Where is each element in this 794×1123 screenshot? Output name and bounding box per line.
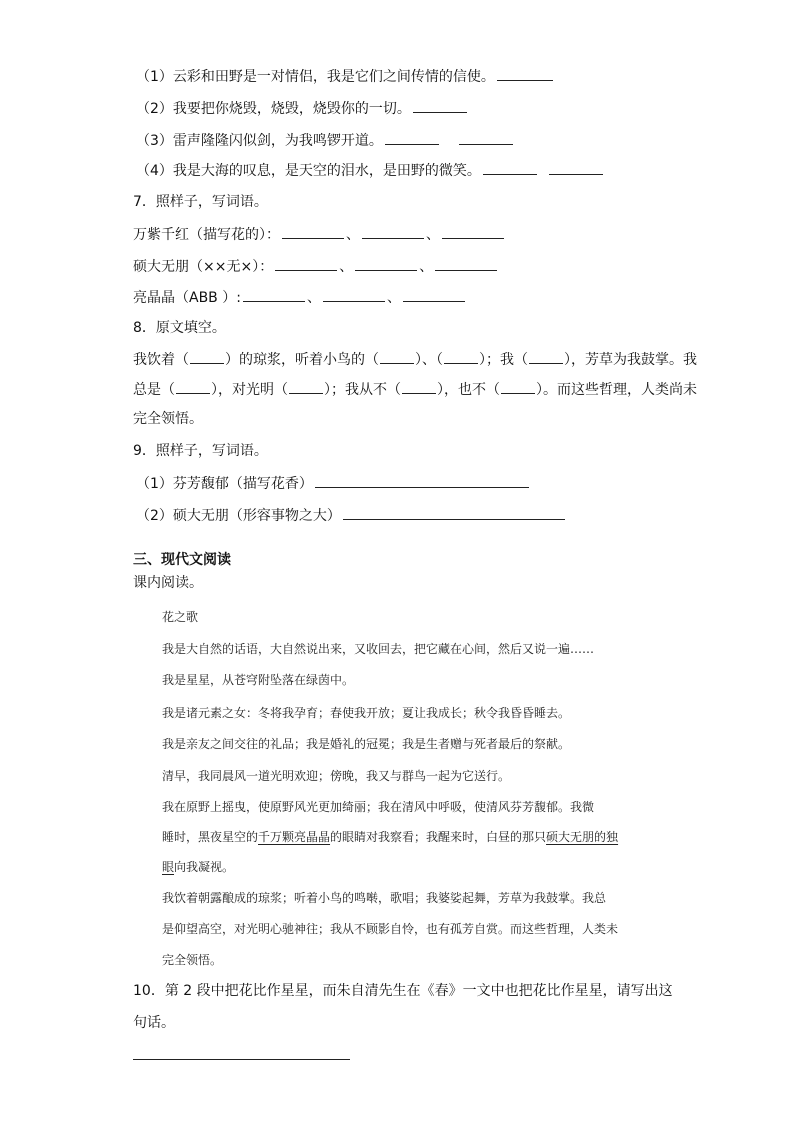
- poem-paragraph-6-line-2: 睡时，黑夜星空的千万颗亮晶晶的眼睛对我察看；我醒来时，白昼的那只硕大无朋的独: [162, 830, 619, 844]
- underlined-phrase: 眼: [162, 860, 175, 874]
- section-heading: 三、现代文阅读: [133, 552, 231, 568]
- underlined-phrase: 千万颗亮晶晶: [258, 830, 331, 844]
- answer-blank[interactable]: [190, 349, 224, 364]
- poem-paragraph-6-line-1: 我在原野上摇曳，使原野风光更加绮丽；我在清风中呼吸，使清风芬芳馥郁。我微: [162, 800, 595, 814]
- q6-item-4: （4）我是大海的叹息，是天空的泪水，是田野的微笑。: [136, 160, 605, 181]
- poem-paragraph-7-line-2: 是仰望高空，对光明心驰神往；我从不顾影自怜，也有孤芳自赏。而这些哲理，人类未: [162, 922, 619, 936]
- answer-blank[interactable]: [323, 287, 385, 302]
- answer-blank[interactable]: [442, 224, 504, 239]
- q8-line-2: 总是（ ），对光明（ ）；我从不（ ），也不（ ）。而这些哲理，人类尚未: [133, 379, 697, 400]
- answer-blank[interactable]: [275, 256, 337, 271]
- q6-item-1: （1）云彩和田野是一对情侣，我是它们之间传情的信使。: [136, 66, 555, 87]
- answer-blank[interactable]: [362, 224, 424, 239]
- answer-blank[interactable]: [497, 66, 553, 81]
- answer-blank[interactable]: [243, 287, 305, 302]
- answer-blank[interactable]: [444, 349, 478, 364]
- answer-blank[interactable]: [385, 130, 439, 145]
- poem-paragraph-7-line-3: 完全领悟。: [162, 953, 223, 967]
- answer-blank[interactable]: [282, 224, 344, 239]
- q10-line-2: 句话。: [133, 1015, 175, 1031]
- answer-blank[interactable]: [529, 349, 563, 364]
- answer-blank[interactable]: [343, 505, 565, 520]
- q8-title: 8．原文填空。: [133, 320, 226, 336]
- q9-item-1: （1）芬芳馥郁（描写花香）: [136, 473, 531, 494]
- answer-blank[interactable]: [315, 473, 529, 488]
- q8-line-1: 我饮着（ ）的琼浆，听着小鸟的（ ）、（ ）；我（ ），芳草为我鼓掌。我: [133, 349, 697, 370]
- answer-blank[interactable]: [289, 379, 323, 394]
- answer-blank[interactable]: [483, 160, 537, 175]
- answer-blank[interactable]: [403, 287, 465, 302]
- q7-title: 7．照样子，写词语。: [133, 194, 268, 210]
- poem-title: 花之歌: [162, 610, 199, 624]
- q9-item-2: （2）硕大无朋（形容事物之大）: [136, 505, 567, 526]
- q9-title: 9．照样子，写词语。: [133, 443, 268, 459]
- q10-line-1: 10．第 2 段中把花比作星星，而朱自清先生在《春》一文中也把花比作星星，请写出这: [133, 983, 673, 999]
- poem-paragraph-1: 我是大自然的话语，大自然说出来，又收回去，把它藏在心间，然后又说一遍……: [162, 642, 595, 656]
- answer-blank[interactable]: [355, 256, 417, 271]
- answer-blank[interactable]: [176, 379, 210, 394]
- q6-item-3: （3）雷声隆隆闪似剑，为我鸣锣开道。: [136, 130, 515, 151]
- underlined-phrase: 硕大无朋的独: [546, 830, 619, 844]
- poem-paragraph-6-line-3: 眼向我凝视。: [162, 860, 235, 874]
- poem-paragraph-7-line-1: 我饮着朝露酿成的琼浆；听着小鸟的鸣啭，歌唱；我婆娑起舞，芳草为我鼓掌。我总: [162, 891, 607, 905]
- q7-row-1: 万紫千红（描写花的）： 、 、: [133, 224, 506, 245]
- q6-item-2: （2）我要把你烧毁，烧毁，烧毁你的一切。: [136, 98, 469, 119]
- answer-blank[interactable]: [413, 98, 467, 113]
- q7-row-3: 亮晶晶（ABB ）: 、 、: [133, 287, 467, 308]
- answer-blank[interactable]: [402, 379, 436, 394]
- q8-line-3: 完全领悟。: [133, 411, 203, 427]
- section-intro: 课内阅读。: [133, 575, 203, 591]
- poem-paragraph-2: 我是星星，从苍穹附坠落在绿茵中。: [162, 673, 355, 687]
- q7-row-2: 硕大无朋（××无×）： 、 、: [133, 256, 499, 277]
- answer-blank[interactable]: [435, 256, 497, 271]
- answer-blank[interactable]: [380, 349, 414, 364]
- q10-answer-line[interactable]: [133, 1058, 350, 1060]
- poem-paragraph-5: 清早，我同晨风一道光明欢迎；傍晚，我又与群鸟一起为它送行。: [162, 769, 511, 783]
- answer-blank[interactable]: [549, 160, 603, 175]
- answer-blank[interactable]: [459, 130, 513, 145]
- poem-paragraph-3: 我是诸元素之女：冬将我孕育；春使我开放；夏让我成长；秋令我昏昏睡去。: [162, 706, 571, 720]
- answer-blank[interactable]: [501, 379, 535, 394]
- poem-paragraph-4: 我是亲友之间交往的礼品；我是婚礼的冠冕；我是生者赠与死者最后的祭献。: [162, 737, 571, 751]
